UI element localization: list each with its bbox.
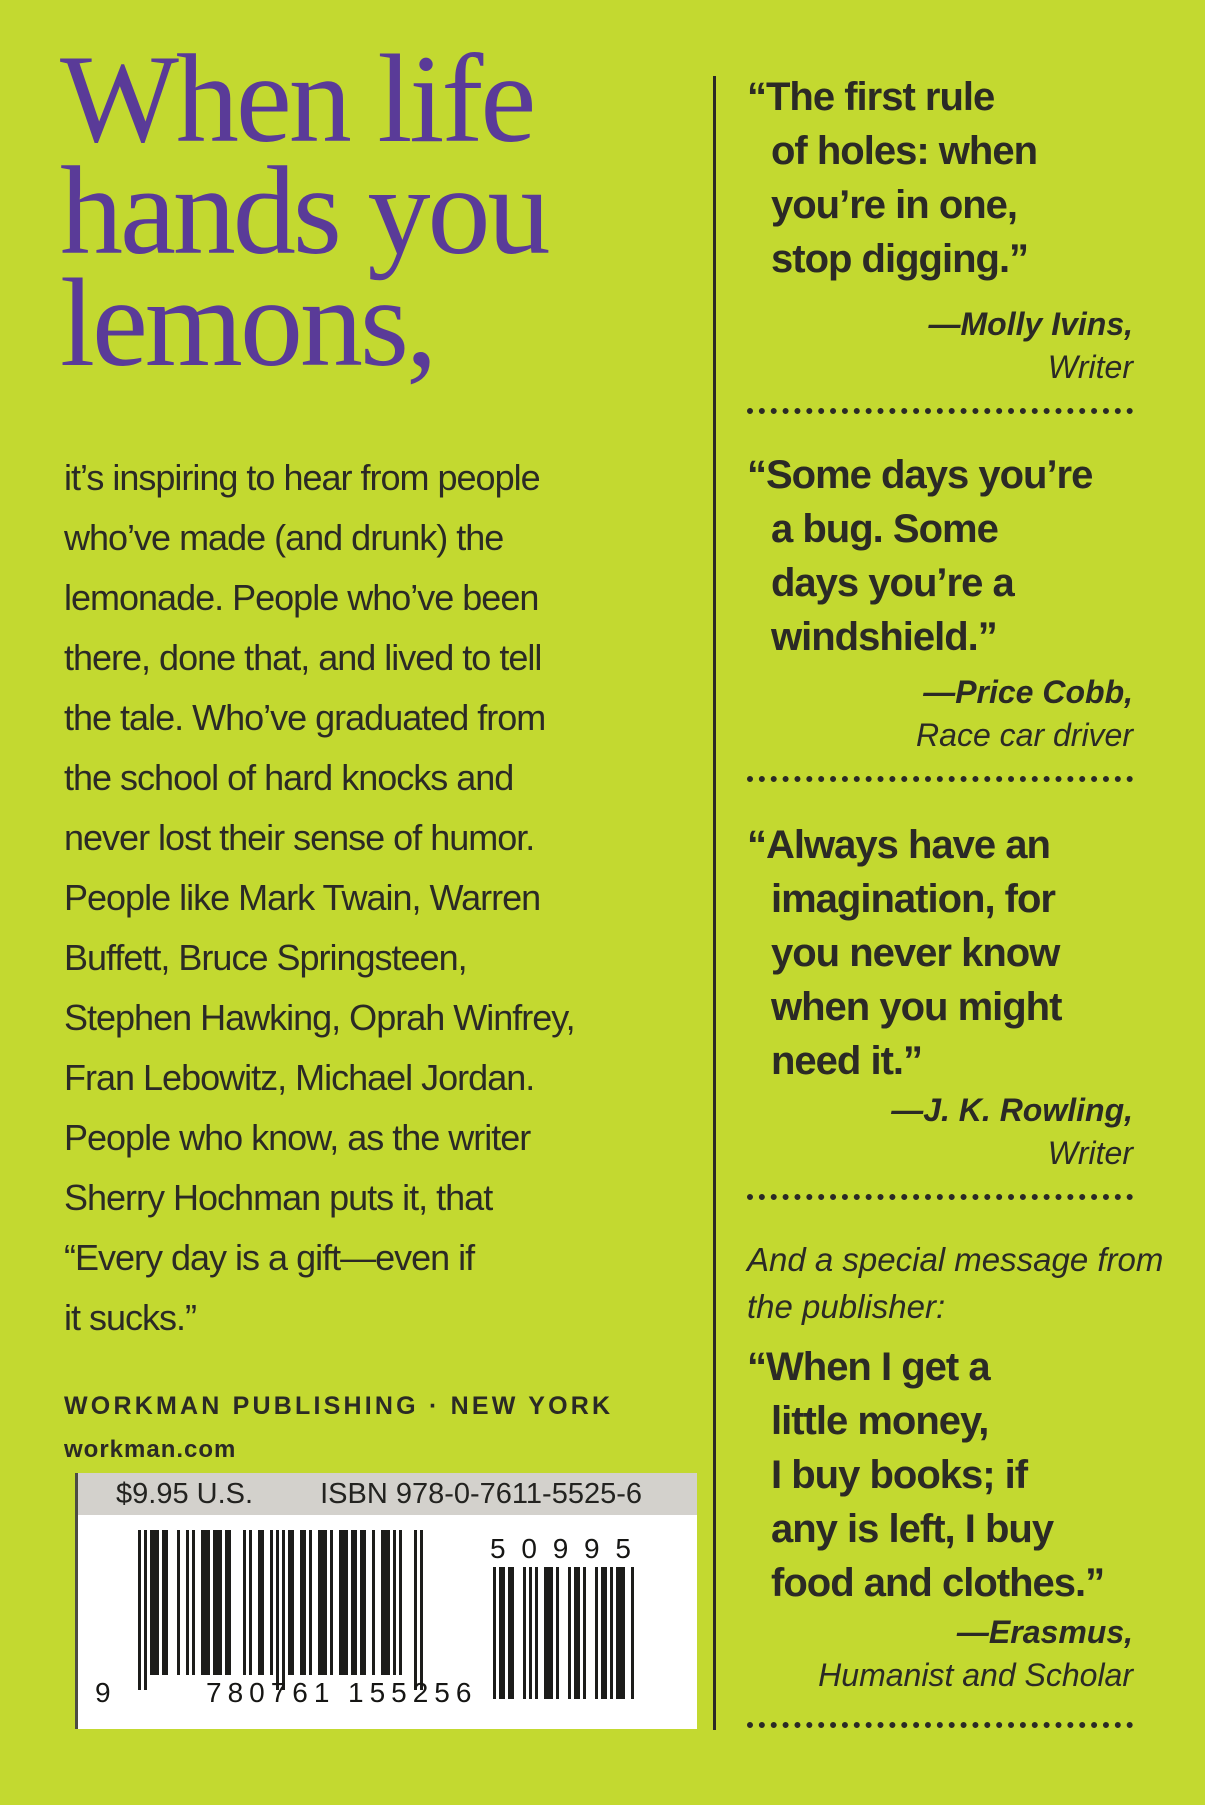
barcode-bar	[420, 1530, 423, 1690]
blurb-line: People who know, as the writer	[64, 1117, 531, 1158]
publisher-website: workman.com	[64, 1436, 237, 1463]
quote-line: little money,	[771, 1399, 989, 1443]
barcode-digit-group: 155256	[348, 1677, 478, 1708]
barcode-bar	[399, 1530, 402, 1675]
publisher-imprint: WORKMAN PUBLISHING · NEW YORK	[64, 1392, 614, 1420]
headline-line: When life	[60, 30, 534, 169]
barcode-bar	[276, 1530, 279, 1690]
blurb-line: People like Mark Twain, Warren	[64, 877, 541, 918]
quote-line: windshield.”	[771, 615, 997, 659]
quote-price-cobb	[747, 448, 1133, 664]
blurb-line: Sherry Hochman puts it, that	[64, 1177, 493, 1218]
isbn-label: ISBN 978-0-7611-5525-6	[320, 1477, 642, 1510]
barcode-bar	[610, 1567, 613, 1699]
quote-line: I buy books; if	[771, 1453, 1028, 1497]
ean13-barcode	[138, 1530, 425, 1690]
quote-erasmus	[747, 1340, 1133, 1610]
barcode-bar	[354, 1530, 357, 1675]
barcode-bar	[219, 1530, 222, 1675]
quote-line: “Some days you’re	[747, 453, 1093, 497]
quote-line: days you’re a	[771, 561, 1014, 605]
barcode-bar	[372, 1530, 375, 1675]
quote-line: “The first rule	[747, 75, 995, 119]
price-label: $9.95 U.S.	[116, 1477, 254, 1510]
barcode-digit-group: 780761	[206, 1677, 336, 1708]
barcode-bar	[502, 1567, 505, 1699]
quote-attribution-role: Humanist and Scholar	[818, 1657, 1133, 1693]
quote-line: you’re in one,	[771, 183, 1018, 227]
barcode-bar	[493, 1567, 496, 1699]
blurb-line: there, done that, and lived to tell	[64, 637, 542, 678]
barcode-bar	[282, 1530, 285, 1690]
barcode-bar	[324, 1530, 327, 1675]
barcode-bar	[186, 1530, 189, 1675]
quote-molly-ivins	[747, 70, 1133, 286]
intro-line: the publisher:	[747, 1288, 946, 1325]
barcode-bar	[270, 1530, 273, 1675]
barcode-panel	[75, 1473, 697, 1729]
barcode-bar	[144, 1530, 147, 1690]
quote-attribution: —J. K. Rowling,	[891, 1092, 1133, 1128]
barcode-bar	[177, 1530, 180, 1675]
blurb-line: Stephen Hawking, Oprah Winfrey,	[64, 997, 575, 1038]
quote-attribution: —Erasmus,	[956, 1614, 1133, 1650]
quote-line: imagination, for	[771, 877, 1055, 921]
quote-jk-rowling	[747, 818, 1133, 1088]
quote-attribution-role: Writer	[1047, 349, 1133, 385]
barcode-bar	[535, 1567, 538, 1699]
barcode-bar	[631, 1567, 634, 1699]
supplement-digit: 5	[490, 1533, 506, 1564]
quote-attribution-role: Race car driver	[916, 717, 1133, 753]
barcode-bar	[622, 1567, 625, 1699]
barcode-bar	[156, 1530, 159, 1675]
barcode-bar	[345, 1530, 348, 1675]
special-message-intro	[747, 1236, 1164, 1330]
quote-line: when you might	[771, 985, 1062, 1029]
supplement-digit: 9	[584, 1533, 600, 1564]
quote-line: you never know	[771, 931, 1060, 975]
quote-attribution-role: Writer	[1047, 1135, 1133, 1171]
price-isbn-band	[78, 1473, 697, 1515]
barcode-bar	[523, 1567, 526, 1699]
barcode-bar	[192, 1530, 195, 1675]
barcode-bar	[595, 1567, 598, 1699]
barcode-digit-leading: 9	[95, 1677, 117, 1708]
quote-line: “When I get a	[747, 1345, 990, 1389]
quote-attribution: —Molly Ivins,	[928, 306, 1133, 342]
supplement-digits	[490, 1533, 631, 1565]
quote-line: any is left, I buy	[771, 1507, 1054, 1551]
supplement-bars	[490, 1567, 631, 1699]
barcode-bar	[529, 1567, 532, 1699]
dotted-separator	[747, 1194, 1133, 1200]
dotted-separator	[747, 408, 1133, 414]
quote-line: a bug. Some	[771, 507, 998, 551]
blurb-line: never lost their sense of humor.	[64, 817, 535, 858]
barcode-bar	[207, 1530, 210, 1675]
barcode-bar	[138, 1530, 141, 1690]
barcode-bar	[577, 1567, 580, 1699]
barcode-bar	[511, 1567, 514, 1699]
barcode-bar	[165, 1530, 168, 1675]
barcode-bar	[583, 1567, 586, 1699]
dotted-separator	[747, 1722, 1133, 1728]
barcode-bar	[363, 1530, 366, 1675]
blurb-line: it sucks.”	[64, 1297, 197, 1338]
blurb-line: the school of hard knocks and	[64, 757, 514, 798]
supplement-digit: 0	[521, 1533, 537, 1564]
barcode-bar	[393, 1530, 396, 1675]
blurb-line: it’s inspiring to hear from people	[64, 457, 540, 498]
column-divider	[713, 76, 716, 1730]
barcode-bar	[556, 1567, 559, 1699]
cover-headline	[60, 30, 548, 393]
barcode-bar	[414, 1530, 417, 1690]
blurb-line: lemonade. People who’ve been	[64, 577, 539, 618]
barcode-bar	[387, 1530, 390, 1675]
intro-line: And a special message from	[747, 1241, 1164, 1278]
barcode-bar	[568, 1567, 571, 1699]
barcode-bar	[550, 1567, 553, 1699]
barcode-bar	[303, 1530, 306, 1675]
barcode-bar	[228, 1530, 231, 1675]
blurb-line: who’ve made (and drunk) the	[64, 517, 504, 558]
headline-line: lemons,	[60, 254, 435, 393]
quote-attribution: —Price Cobb,	[923, 674, 1133, 710]
blurb-paragraph	[64, 448, 629, 1348]
blurb-line: the tale. Who’ve graduated from	[64, 697, 546, 738]
supplement-digit: 5	[615, 1533, 631, 1564]
quote-line: of holes: when	[771, 129, 1037, 173]
barcode-bar	[249, 1530, 252, 1675]
headline-line: hands you	[60, 142, 548, 281]
supplement-digit: 9	[552, 1533, 569, 1564]
blurb-line: Fran Lebowitz, Michael Jordan.	[64, 1057, 535, 1098]
barcode-bar	[309, 1530, 312, 1675]
quote-line: need it.”	[771, 1039, 923, 1083]
quote-line: food and clothes.”	[771, 1561, 1105, 1605]
blurb-line: “Every day is a gift—even if	[64, 1237, 475, 1278]
quote-line: “Always have an	[747, 823, 1050, 867]
blurb-line: Buffett, Bruce Springsteen,	[64, 937, 467, 978]
dotted-separator	[747, 776, 1133, 782]
price-supplement-barcode	[490, 1533, 631, 1699]
barcode-bar	[243, 1530, 246, 1675]
barcode-bar	[604, 1567, 607, 1699]
barcode-bar	[330, 1530, 333, 1675]
barcode-bar	[291, 1530, 294, 1675]
quote-line: stop digging.”	[771, 237, 1029, 281]
barcode-bar	[261, 1530, 264, 1675]
